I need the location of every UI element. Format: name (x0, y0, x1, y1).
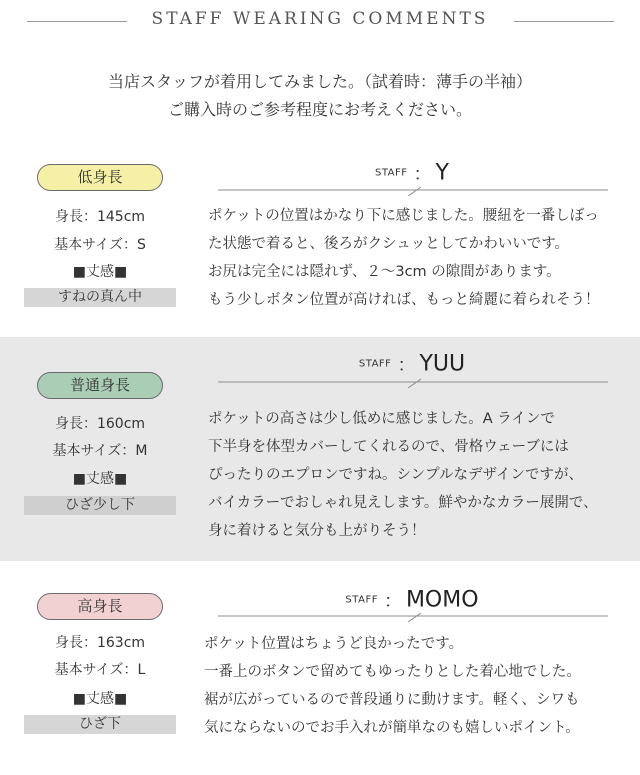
intro-line: 当店スタッフが着用してみました。（試着時：薄手の半袖） (107, 72, 532, 91)
staff-colon: ： (397, 355, 416, 376)
body-type-badge: 低身長 (37, 164, 163, 191)
staff-section-tall (0, 562, 640, 775)
body-type-badge: 高身長 (37, 593, 163, 620)
staff-name-heading (216, 351, 608, 377)
length-label: ■丈感■ (72, 691, 128, 707)
intro-line: ご購入時のご参考程度にお考えください。 (167, 100, 472, 119)
comment-line: 裾が広がっているので普段通りに動けます。軽く、シワも (204, 692, 580, 708)
name-divider (218, 186, 608, 196)
header-rule-right (514, 21, 614, 22)
comment-line: 一番上のボタンで留めてもゆったりとした着心地でした。 (204, 664, 581, 680)
comment-line: お尻は完全には隠れず、２～3cm の隙間があります。 (208, 264, 561, 280)
staff-comment (208, 202, 628, 314)
length-value: すねの真ん中 (24, 288, 176, 307)
length-label: ■丈感■ (72, 471, 128, 487)
name-divider (218, 378, 608, 388)
comment-line: ぴったりのエプロンですね。シンプルなデザインですが、 (208, 467, 584, 483)
staff-section-average (0, 337, 640, 561)
staff-label: STAFF (345, 594, 378, 606)
comment-line: 身に着けると気分も上がりそう！ (208, 523, 426, 539)
comment-line: 気にならないのでお手入れが簡単なのも嬉しいポイント。 (204, 720, 580, 736)
comment-line: もう少しボタン位置が高ければ、もっと綺麗に着られそう！ (208, 292, 600, 308)
comment-line: ポケットの高さは少し低めに感じました。A ラインで (208, 411, 555, 427)
staff-section-short (0, 150, 640, 336)
comment-line: ポケット位置はちょうど良かったです。 (204, 636, 464, 652)
staff-label: STAFF (375, 167, 408, 179)
staff-label: STAFF (358, 358, 392, 370)
height-spec: 身長：160cm (54, 416, 146, 432)
comment-line: ポケットの位置はかなり下に感じました。腰紐を一番しぼっ (208, 208, 599, 224)
comment-line: た状態で着ると、後ろがクシュッとしてかわいいです。 (208, 236, 570, 252)
section-header (0, 0, 640, 44)
height-spec: 身長：145cm (54, 209, 146, 225)
comment-line: バイカラーでおしゃれ見えします。鮮やかなカラー展開で、 (208, 495, 598, 511)
length-value: ひざ下 (24, 715, 176, 734)
staff-name-heading (216, 160, 608, 186)
name-divider (218, 612, 608, 622)
intro-text (0, 68, 640, 124)
size-spec: 基本サイズ：S (54, 237, 146, 253)
size-spec: 基本サイズ：M (52, 443, 148, 459)
staff-name: MOMO (405, 587, 479, 613)
staff-name: YUU (419, 351, 466, 377)
staff-comment (208, 405, 628, 545)
staff-comment (204, 630, 624, 742)
comment-line: 下半身を体型カバーしてくれるので、骨格ウェーブには (208, 439, 569, 455)
staff-colon: ： (413, 164, 432, 185)
size-spec: 基本サイズ：L (54, 662, 146, 678)
staff-name-heading (216, 587, 608, 613)
staff-name: Y (435, 160, 449, 186)
staff-colon: ： (383, 591, 402, 612)
length-label: ■丈感■ (72, 264, 128, 280)
height-spec: 身長：163cm (54, 635, 146, 651)
page-title: STAFF WEARING COMMENTS (151, 9, 489, 29)
body-type-badge: 普通身長 (37, 372, 163, 399)
length-value: ひざ少し下 (24, 496, 176, 515)
